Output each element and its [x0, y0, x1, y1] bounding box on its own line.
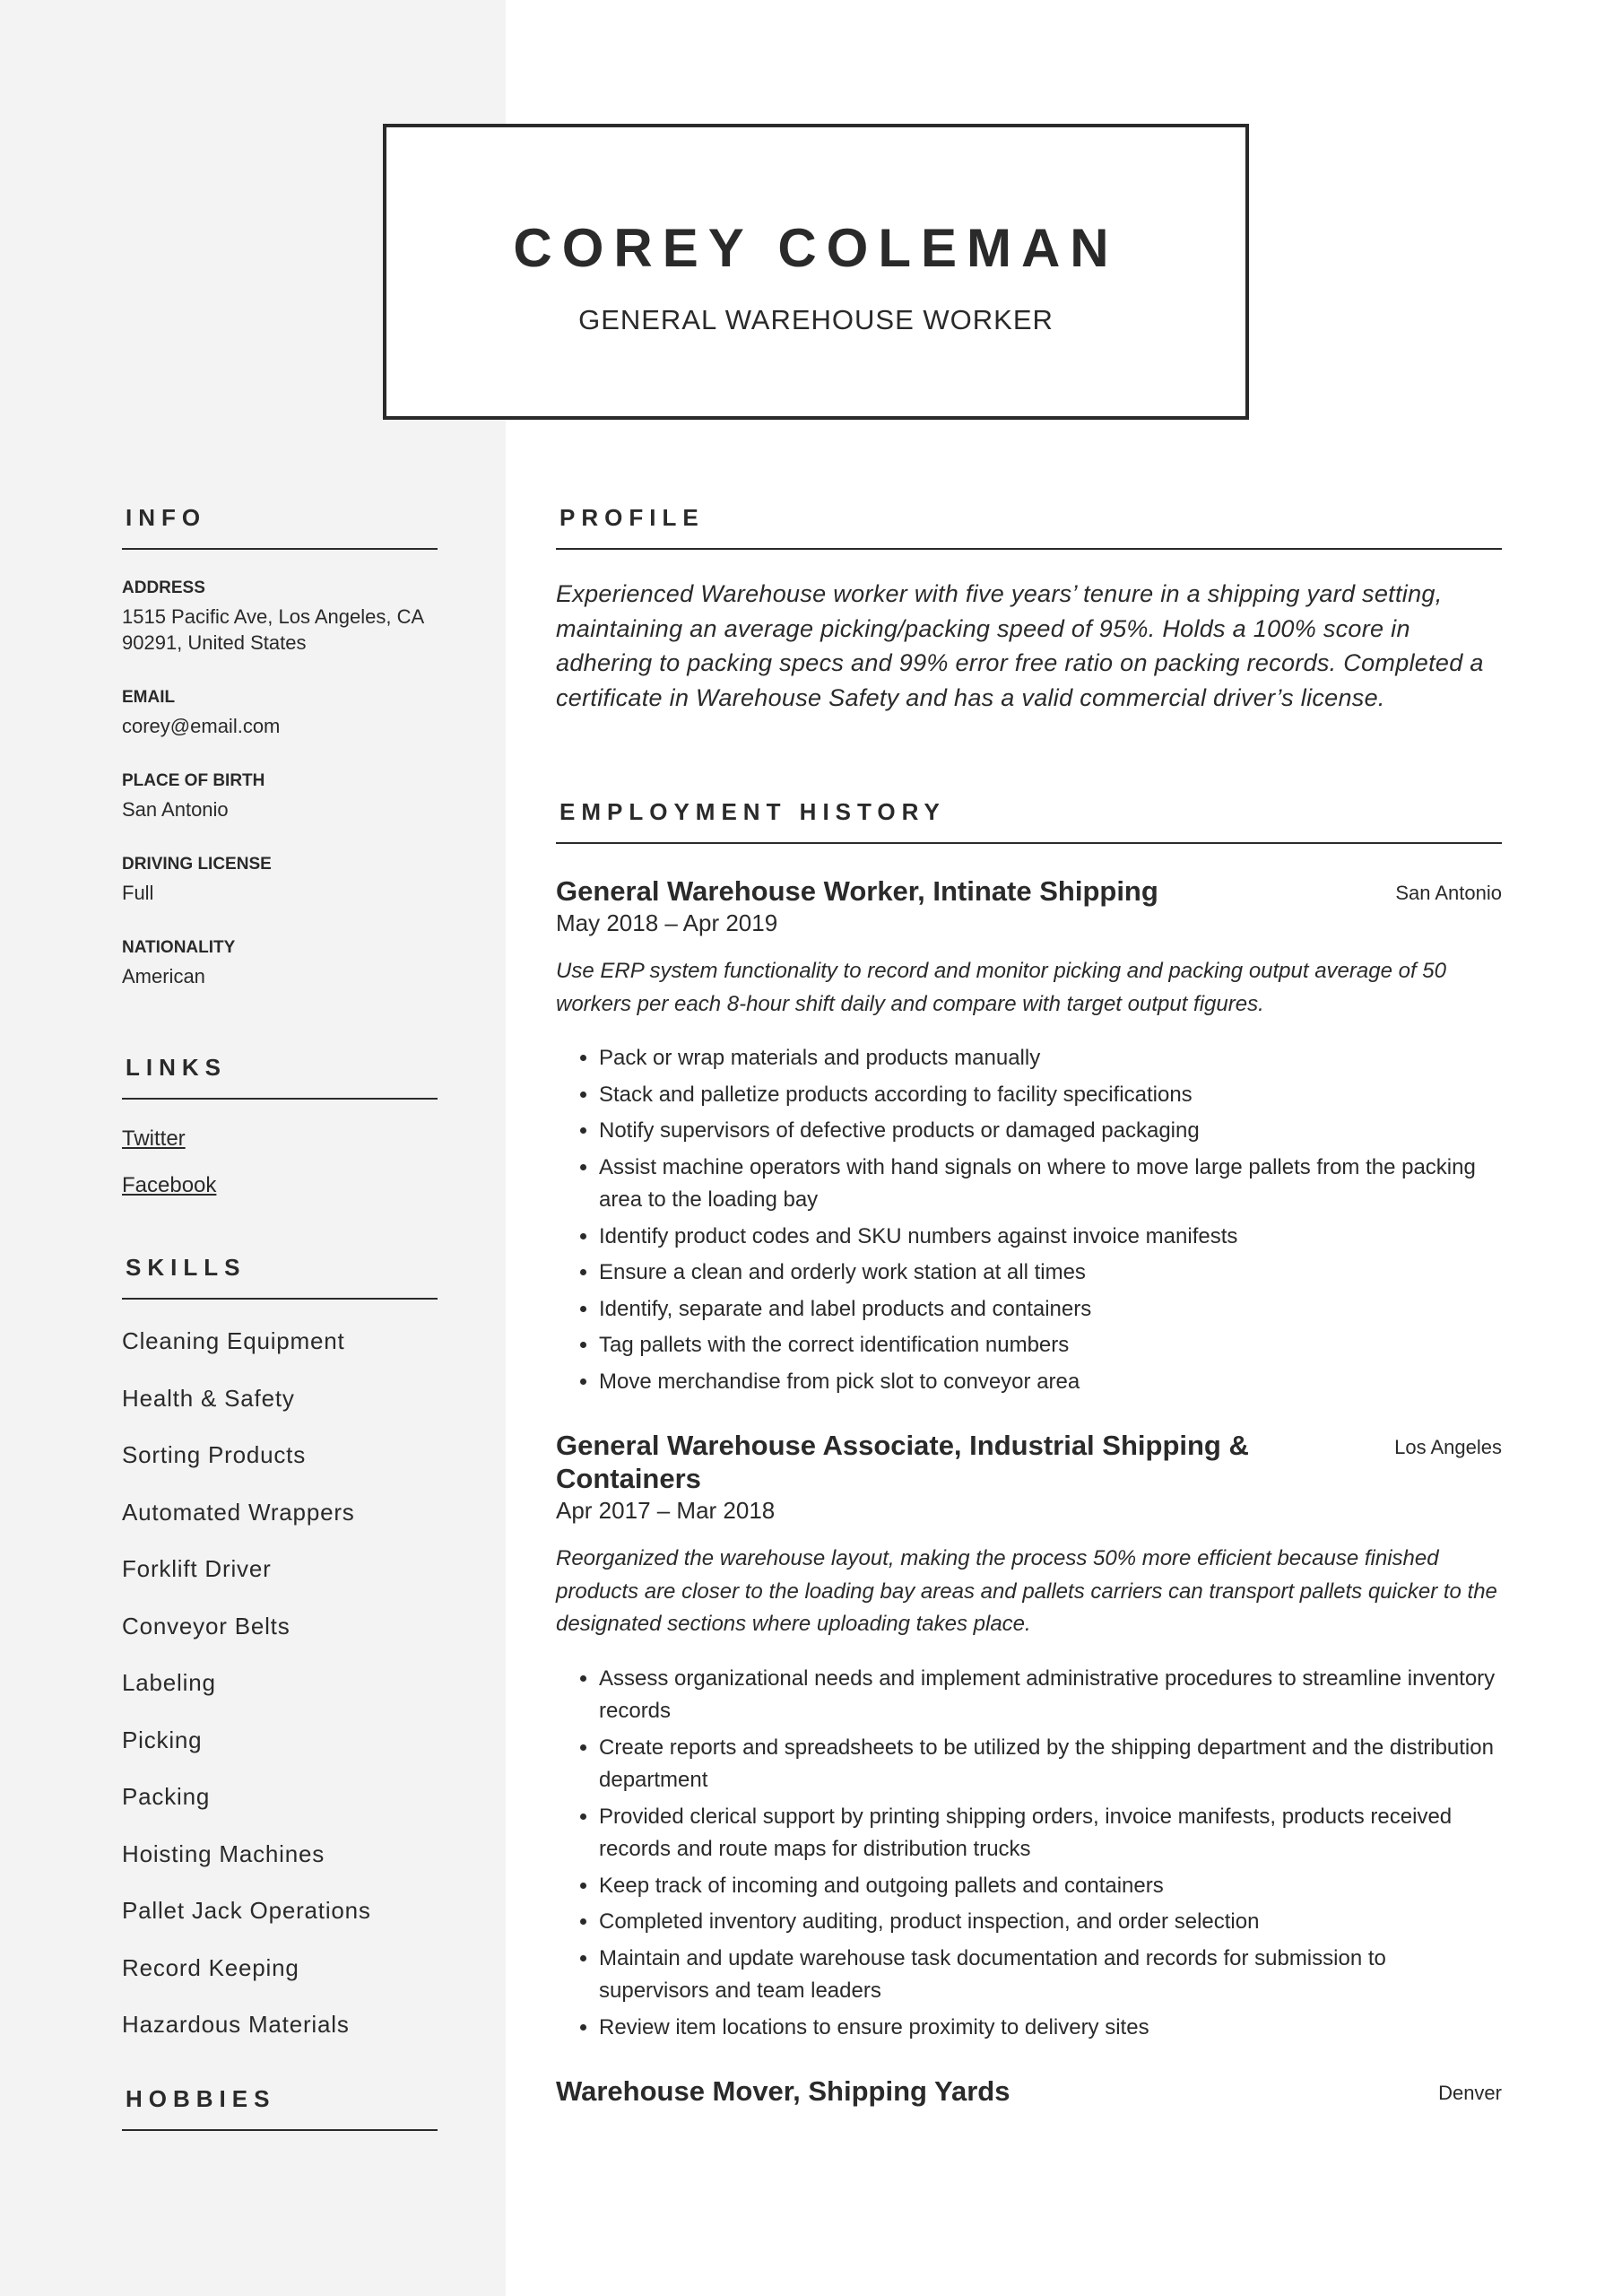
address-line-2: 90291, United States — [122, 631, 307, 654]
address-value — [122, 604, 438, 656]
list-item: • Stack and palletize products according to facility specifications — [599, 1079, 1502, 1112]
skill-item: Forklift Driver — [122, 1555, 272, 1582]
twitter-link[interactable]: Twitter — [122, 1126, 186, 1151]
list-item: • Pack or wrap materials and products manually — [599, 1042, 1502, 1075]
job-entry — [556, 874, 1502, 1398]
list-item: • Ensure a clean and orderly work station at all times — [599, 1257, 1502, 1290]
list-item: • Review item locations to ensure proximity to delivery sites — [599, 2012, 1502, 2045]
profile-section — [556, 504, 1502, 715]
job-header — [556, 1429, 1502, 1495]
job-entry — [556, 2074, 1502, 2108]
list-item: • Keep track of incoming and outgoing pallets and containers — [599, 1870, 1502, 1903]
list-item: • Completed inventory auditing, product inspection, and order selection — [599, 1906, 1502, 1939]
info-heading: INFO — [122, 504, 438, 550]
job-bullets — [556, 1663, 1502, 2045]
job-title: General Warehouse Associate, Industrial Shipping & Containers — [556, 1430, 1249, 1494]
list-item: • Create reports and spreadsheets to be utilized by the shipping department and the distribution department — [599, 1732, 1502, 1797]
license-value: Full — [122, 882, 154, 904]
license-label: DRIVING LICENSE — [122, 855, 272, 874]
job-title: Warehouse Mover, Shipping Yards — [556, 2075, 1010, 2107]
skill-item: Cleaning Equipment — [122, 1327, 345, 1354]
skill-item: Conveyor Belts — [122, 1612, 291, 1639]
job-description: Use ERP system functionality to record and monitor picking and packing output average of 50 workers per each 8-hour shift daily and compare with target output figures. — [556, 959, 1446, 1016]
job-location: Los Angeles — [1394, 1436, 1502, 1458]
list-item: • Identify, separate and label products and containers — [599, 1293, 1502, 1326]
address-label: ADDRESS — [122, 578, 205, 597]
employment-section — [556, 798, 1502, 2108]
birth-label: PLACE OF BIRTH — [122, 771, 265, 790]
job-bullets — [556, 1042, 1502, 1398]
candidate-title: GENERAL WAREHOUSE WORKER — [578, 304, 1054, 335]
list-item: • Maintain and update warehouse task documentation and records for submission to supervisors and team leaders — [599, 1943, 1502, 2008]
skill-item: Sorting Products — [122, 1441, 307, 1468]
name-header-box — [383, 124, 1249, 420]
list-item: • Identify product codes and SKU numbers against invoice manifests — [599, 1221, 1502, 1254]
job-entry — [556, 1429, 1502, 2044]
nationality-value: American — [122, 965, 205, 987]
skill-item: Picking — [122, 1726, 203, 1753]
skill-item: Automated Wrappers — [122, 1498, 355, 1526]
job-dates: Apr 2017 – Mar 2018 — [556, 1497, 776, 1524]
skill-item: Pallet Jack Operations — [122, 1897, 371, 1924]
candidate-name: COREY COLEMAN — [513, 218, 1119, 278]
hobbies-heading: HOBBIES — [122, 2085, 438, 2131]
list-item: • Tag pallets with the correct identification numbers — [599, 1329, 1502, 1362]
profile-heading: PROFILE — [556, 504, 1502, 550]
skill-item: Labeling — [122, 1669, 216, 1696]
links-heading: LINKS — [122, 1054, 438, 1100]
skills-heading: SKILLS — [122, 1254, 438, 1300]
info-section — [122, 504, 438, 989]
list-item: • Notify supervisors of defective products or damaged packaging — [599, 1115, 1502, 1148]
employment-heading: EMPLOYMENT HISTORY — [556, 798, 1502, 844]
skill-item: Hoisting Machines — [122, 1839, 325, 1867]
skill-item: Record Keeping — [122, 1953, 299, 1981]
email-label: EMAIL — [122, 688, 176, 707]
list-item: • Move merchandise from pick slot to conveyor area — [599, 1366, 1502, 1399]
birth-value: San Antonio — [122, 798, 229, 821]
skill-item: Hazardous Materials — [122, 2011, 350, 2038]
list-item: • Assist machine operators with hand signals on where to move large pallets from the packing area to the loading bay — [599, 1152, 1502, 1217]
hobbies-section — [122, 2085, 438, 2131]
skills-section — [122, 1254, 438, 2067]
skill-item: Packing — [122, 1783, 211, 1810]
job-header — [556, 2074, 1502, 2108]
address-line-1: 1515 Pacific Ave, Los Angeles, CA — [122, 605, 425, 628]
list-item: • Assess organizational needs and implement administrative procedures to streamline inventory records — [599, 1663, 1502, 1728]
facebook-link[interactable]: Facebook — [122, 1173, 217, 1197]
job-dates: May 2018 – Apr 2019 — [556, 909, 778, 936]
links-section — [122, 1054, 438, 1198]
list-item: • Provided clerical support by printing shipping orders, invoice manifests, products received records and route maps for distribution trucks — [599, 1801, 1502, 1866]
nationality-label: NATIONALITY — [122, 938, 236, 957]
job-header — [556, 874, 1502, 908]
job-title: General Warehouse Worker, Intinate Shipping — [556, 875, 1158, 907]
email-value: corey@email.com — [122, 715, 281, 737]
profile-text: Experienced Warehouse worker with five years’ tenure in a shipping yard setting, maintaining an average picking/packing speed of 95%. Holds a 100% score in adhering to packing specs and 99% error free ratio on packing records. Completed a certificate in Warehouse Safety and has a valid commercial driver’s license. — [556, 580, 1484, 711]
job-description: Reorganized the warehouse layout, making the process 50% more efficient because finished products are closer to the loading bay areas and pallets carriers can transport pallets quicker to the designated sections where uploading takes place. — [556, 1546, 1497, 1636]
job-location: San Antonio — [1395, 882, 1502, 904]
skill-item: Health & Safety — [122, 1384, 295, 1412]
skills-list — [122, 1326, 438, 2067]
job-location: Denver — [1438, 2082, 1502, 2104]
